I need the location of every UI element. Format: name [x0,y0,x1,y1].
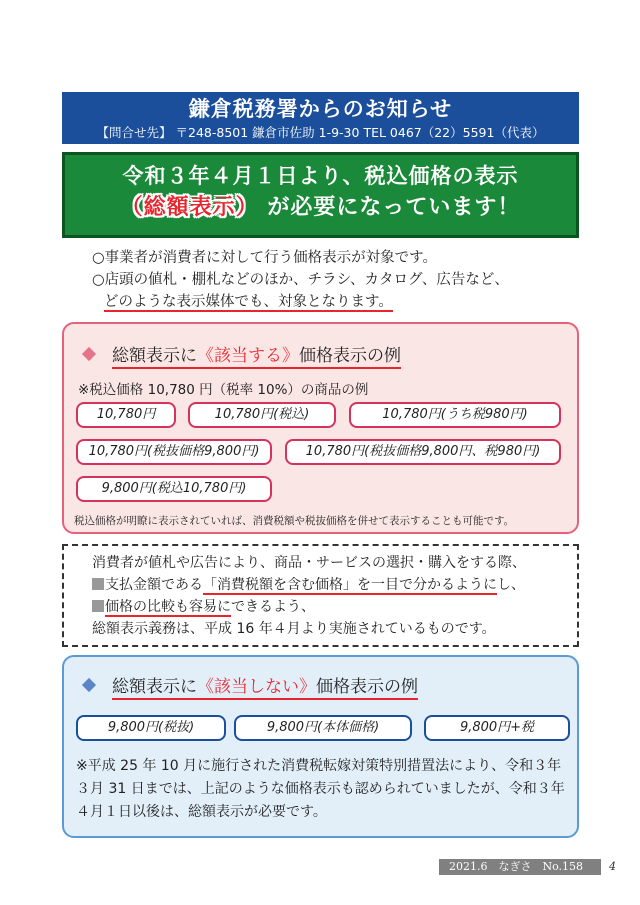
explanation-line: 総額表示義務は、平成 16 年４月より実施されているものです。 [92,621,496,637]
diamond-icon [82,347,96,361]
heading-prefix: 総額表示に [112,346,197,366]
price-example: 9,800円(本体価格) [234,715,412,741]
diamond-icon [82,678,96,692]
sample-note: ※税込価格 10,780 円（税率 10%）の商品の例 [78,382,369,398]
square-bullet-icon [92,600,104,612]
price-example: 10,780円(税込) [188,402,336,428]
explanation-line: 支払金額である「消費税額を含む価格」を一目で分かるようにし、 [92,574,526,596]
headline-rest: が必要になっています！ [267,195,521,220]
intro-text [92,247,592,313]
headline-banner [62,152,579,238]
explanation-line: 消費者が値札や広告により、商品・サービスの選択・購入をする際、 [92,555,526,571]
applicable-examples-box [62,322,579,534]
applicable-heading [78,344,401,368]
heading-suffix: 価格表示の例 [316,677,418,697]
footer-issue-bar: 2021.6 なぎさ No.158 [439,859,601,875]
price-example: 9,800円+税 [424,715,570,741]
square-bullet-icon [92,578,104,590]
page-number: 4 [609,860,616,873]
intro-line: ○事業者が消費者に対して行う価格表示が対象です。 [92,250,437,266]
heading-emphasis: 《該当する》 [197,346,299,366]
price-example: 9,800円(税込10,780円) [76,476,272,502]
intro-line: どのような表示媒体でも、対象となります。 [104,294,393,310]
not-applicable-examples-box [62,655,579,838]
price-example: 9,800円(税抜) [76,715,226,741]
page-title: 鎌倉税務署からのお知らせ [188,97,453,121]
explanation-line: 価格の比較も容易にできるよう、 [92,596,526,618]
explanation-box [62,544,579,647]
contact-info: 【問合せ先】 〒248-8501 鎌倉市佐助 1-9-30 TEL 0467（22）5591（代表） [96,125,545,140]
headline-emphasis: （総額表示） [120,195,259,220]
price-example: 10,780円(税抜価格9,800円、税980円) [285,439,561,465]
price-example: 10,780円(うち税980円) [349,402,561,428]
header-banner [62,92,579,144]
not-applicable-heading [78,675,418,699]
not-applicable-note: ※平成 25 年 10 月に施行された消費税転嫁対策特別措置法により、令和３年３月 31 日までは、上記のような価格表示も認められていましたが、令和３年４月１日以後は、総額表示が必要です。 [76,758,565,820]
intro-line: ○店頭の値札・棚札などのほか、チラシ、カタログ、広告など、 [92,272,509,288]
price-example: 10,780円 [76,402,176,428]
headline-line1: 令和３年４月１日より、税込価格の表示 [122,164,519,188]
headline-line2 [65,191,576,225]
applicable-footnote: 税込価格が明瞭に表示されていれば、消費税額や税抜価格を併せて表示することも可能です。 [74,515,515,527]
heading-suffix: 価格表示の例 [299,346,401,366]
price-example: 10,780円(税抜価格9,800円) [76,439,272,465]
heading-prefix: 総額表示に [112,677,197,697]
heading-emphasis: 《該当しない》 [197,677,316,697]
